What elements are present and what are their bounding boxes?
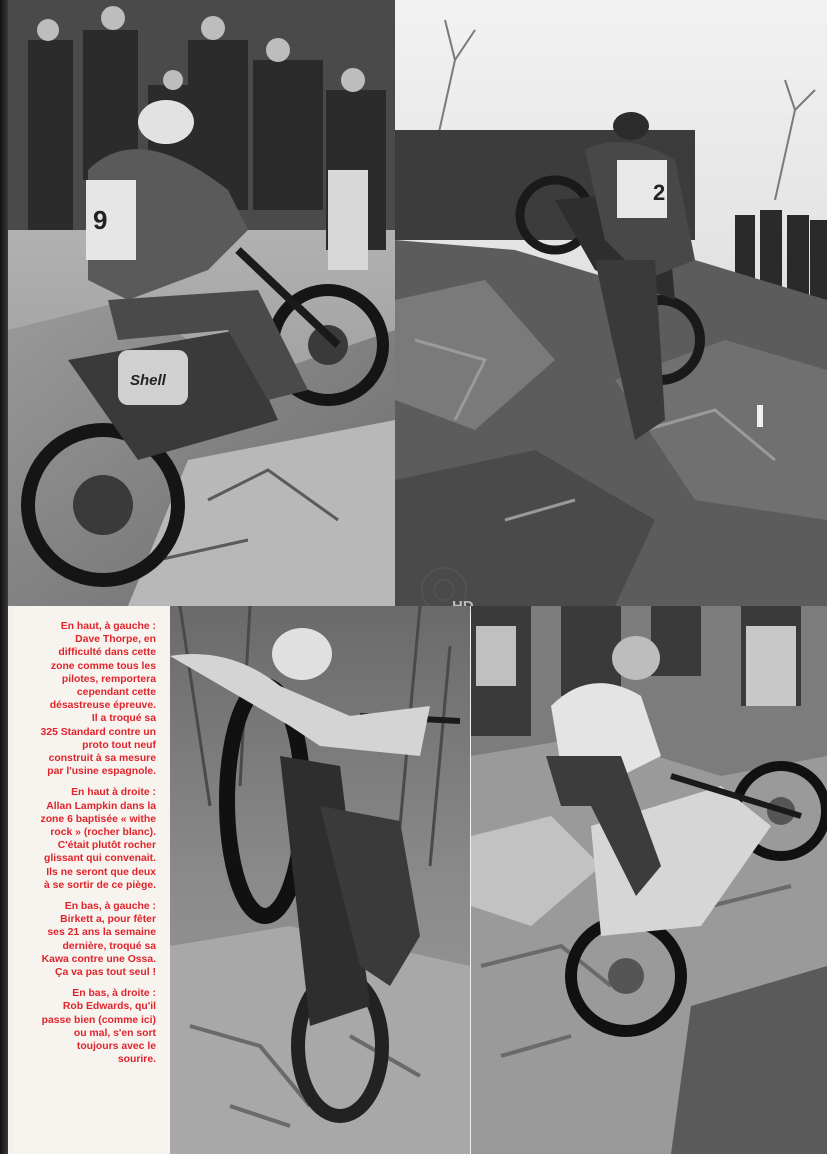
caption-line: En bas, à gauche : (64, 901, 156, 913)
caption-line: En bas, à droite : (72, 988, 156, 1000)
caption-line: Allan Lampkin dans la (46, 800, 156, 812)
caption-line: 325 Standard contre un (40, 726, 156, 738)
caption-line: ou mal, s'en sort (73, 1027, 156, 1039)
caption-line: cependant cette (76, 687, 156, 699)
caption-line: sourire. (117, 1054, 156, 1066)
caption-line: Ils ne seront que deux (46, 866, 156, 878)
caption-line: En haut, à gauche : (60, 621, 156, 632)
photo-top-right-rider (395, 0, 827, 606)
caption-line: En haut à droite : (71, 787, 156, 799)
caption-paragraph (20, 620, 156, 778)
caption-paragraph (20, 786, 156, 892)
caption-line: pilotes, remportera (61, 673, 156, 685)
rider-bib-number: 2 (653, 180, 666, 205)
tank-logo: Shell (130, 372, 166, 389)
caption-column (14, 606, 170, 1154)
caption-paragraph (20, 900, 156, 979)
caption-line: C'était plutôt rocher (57, 840, 156, 852)
caption-line: construit à sa mesure (48, 753, 156, 765)
caption-line: ses 21 ans la semaine (47, 927, 156, 939)
caption-line: dernière, troqué sa (62, 940, 156, 952)
rider-bib-number: 9 (93, 205, 108, 235)
caption-line: toujours avec le (76, 1041, 156, 1053)
caption-line: Rob Edwards, qu'il (62, 1001, 156, 1013)
photo-top-left-rider (8, 0, 395, 606)
caption-line: passe bien (comme ici) (41, 1014, 156, 1026)
caption-line: à se sortir de ce piège. (43, 879, 156, 891)
caption-text-block (20, 620, 156, 1075)
caption-paragraph (20, 987, 156, 1066)
caption-line: rock » (rocher blanc). (50, 827, 156, 839)
caption-line: Kawa contre une Ossa. (41, 953, 156, 965)
caption-line: difficulté dans cette (58, 647, 156, 659)
caption-line: zone 6 baptisée « withe (40, 813, 156, 825)
caption-line: glissant qui convenait. (43, 853, 156, 865)
caption-line: par l'usine espagnole. (47, 766, 156, 778)
caption-line: Birkett a, pour fêter (60, 914, 156, 926)
caption-line: Dave Thorpe, en (75, 634, 156, 646)
photo-bottom-right-rider (471, 606, 827, 1154)
caption-line: désastreuse épreuve. (49, 700, 156, 712)
caption-line: Ça va pas tout seul ! (54, 967, 156, 979)
photo-bottom-left-rider (170, 606, 470, 1154)
caption-line: proto tout neuf (82, 739, 156, 751)
page-binding-edge (0, 0, 8, 1154)
caption-line: zone comme tous les (50, 660, 156, 672)
caption-line: Il a troqué sa (91, 713, 156, 725)
